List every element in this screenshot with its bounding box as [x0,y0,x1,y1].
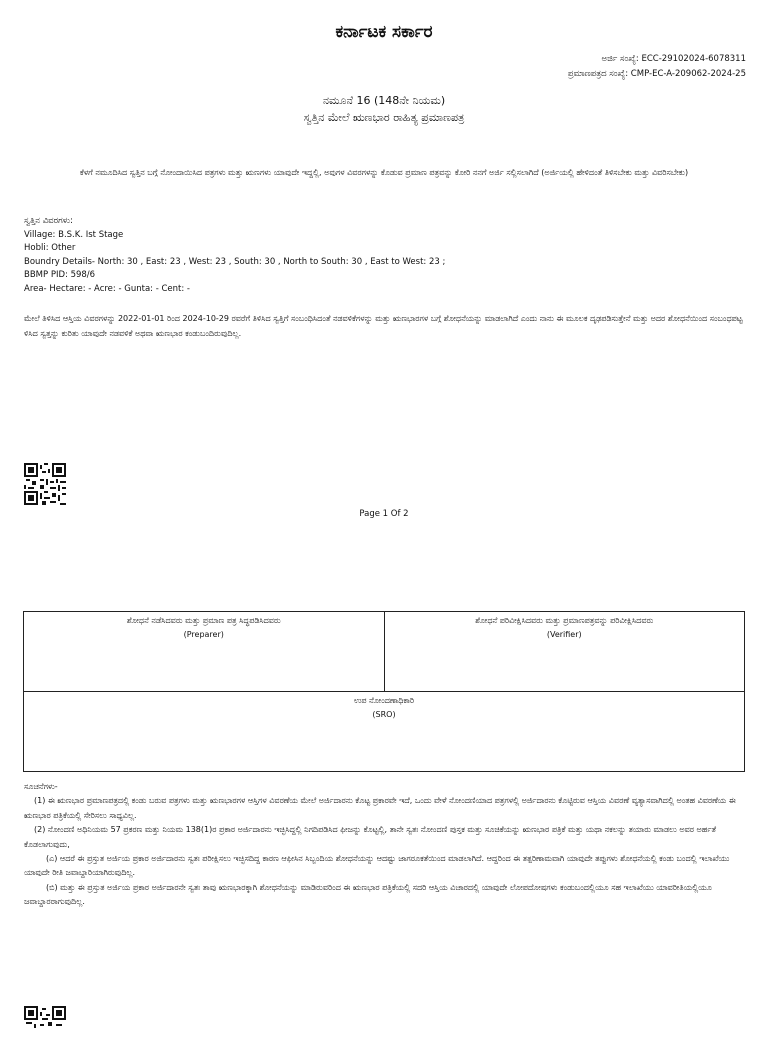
verifier-cell [384,612,745,692]
note-b: (ಬಿ) ಮತ್ತು ಈ ಪ್ರಸ್ತುತ ಅರ್ಜಿಯ ಪ್ರಕಾರ ಅರ್ಜಿದಾರನೇ ಸ್ವತಃ ತಾವು ಋಣಭಾರಕ್ಕಾಗಿ ಶೋಧನೆಯನ್ನು ಮಾಡಿರುವರಿಂದ ಈ ಋಣಭಾರ ಪತ್ರಿಕೆಯಲ್ಲಿ ಸದರಿ ಆಸ್ತಿಯ ವಿಚಾರದಲ್ಲಿ ಯಾವುದೇ ಲೋಪದೋಷಗಳು ಕಂಡುಬಂದಲ್ಲಿಯೂ ಸಹ ಇಲಾಖೆಯು ಯಾವರೀತಿಯಲ್ಲಿಯೂ ಜವಾಬ್ದಾರರಾಗುವುದಿಲ್ಲ. [24,882,712,907]
certificate-number: ಪ್ರಮಾಣಪತ್ರದ ಸಂಖ್ಯೆ: CMP-EC-A-209062-2024-25 [567,69,746,79]
intro-paragraph: ಕೆಳಗೆ ನಮೂದಿಸಿದ ಸ್ವತ್ತಿನ ಬಗ್ಗೆ ನೋಂದಾಯಿಸಿದ ಪತ್ರಗಳು ಮತ್ತು ಋಣಗಳು ಯಾವುದೇ ಇದ್ದಲ್ಲಿ, ಅವುಗಳ ವಿವರಗಳನ್ನು ಕೊಡುವ ಪ್ರಮಾಣ ಪತ್ರವನ್ನು ಕೋರಿ ನನಗೆ ಅರ್ಜಿ ಸಲ್ಲಿಸಲಾಗಿದೆ (ಅರ್ಜಿಯಲ್ಲಿ ಹೇಳಿದಂತೆ ತಿಳಿಸಬೇಕು ಮತ್ತು ವಿವರಿಸಬೇಕು) [79,168,689,177]
notes-section [24,780,744,910]
preparer-label-kn: ಶೋಧನೆ ನಡೆಸಿದವರು ಮತ್ತು ಪ್ರಮಾಣ ಪತ್ರ ಸಿದ್ಧಪಡಿಸಿದವರು [126,616,281,625]
preparer-cell [24,612,385,692]
qr-code-icon [24,463,66,505]
preparer-label-en: (Preparer) [183,630,224,639]
notes-heading: ಸೂಚನೆಗಳು- [24,782,58,791]
application-number: ಅರ್ಜಿ ಸಂಖ್ಯೆ: ECC-29102024-6078311 [601,54,746,64]
note-2: (2) ನೋಂದಣಿ ಅಧಿನಿಯಮ 57 ಪ್ರಕರಣ ಮತ್ತು ನಿಯಮ 138(1)ರ ಪ್ರಕಾರ ಅರ್ಜಿದಾರನು ಇಚ್ಛಿಸಿದ್ದಲ್ಲಿ ನಿಗದಿಪಡಿಸಿದ ಫೀಜನ್ನು ಕೊಟ್ಟಲ್ಲಿ, ತಾನೇ ಸ್ವತಃ ನೋಂದಣಿ ಪುಸ್ತಕ ಮತ್ತು ಸೂಚಿಕೆಯನ್ನು ಋಣಭಾರ ಪತ್ರಿಕೆ ಮತ್ತು ಯಥಾ ನಕಲನ್ನು ತಯಾರು ಮಾಡಲು ಅವರ ಅರ್ಹತೆ ಕೊಡಲಾಗುವುದು, [24,825,717,849]
form-title: ಸ್ವತ್ತಿನ ಮೇಲೆ ಋಣಭಾರ ರಾಹಿತ್ಯ ಪ್ರಮಾಣಪತ್ರ [303,111,465,124]
note-1: (1) ಈ ಋಣಭಾರ ಪ್ರಮಾಣಪತ್ರದಲ್ಲಿ ಕಂಡು ಬರುವ ಪತ್ರಗಳು ಮತ್ತು ಋಣಭಾರಗಳ ಆಸ್ತಿಗಳ ವಿವರಣೆಯ ಮೇಲೆ ಅರ್ಜಿದಾರನು ಕೊಟ್ಟ ಪ್ರಕಾರವೇ ಇದೆ, ಒಂದು ವೇಳೆ ನೋಂದಣಿಯಾದ ಪತ್ರಗಳಲ್ಲಿ ಅರ್ಜಿದಾರನು ಕೊಟ್ಟಿರುವ ಆಸ್ತಿಯ ವಿವರಣೆ ವ್ಯತ್ಯಾಸವಾಗಿದಲ್ಲಿ ಅಂತಹ ವಿವರಣೆಯ ಈ ಋಣಭಾರ ಪತ್ರಿಕೆಯಲ್ಲಿ ಸೇರಿಸಲು ಸಾಧ್ಯವಿಲ್ಲ. [24,796,736,820]
hobli-line: Hobli: Other [24,243,76,254]
sro-label-kn: ಉಪ ನೋಂದಣಾಧಿಕಾರಿ [353,696,415,705]
village-line: Village: B.S.K. Ist Stage [24,229,124,240]
note-a: (ಎ) ಆದರೆ ಈ ಪ್ರಸ್ತುತ ಅರ್ಜಿಯ ಪ್ರಕಾರ ಅರ್ಜಿದಾರನು ಸ್ವತಃ ಪರೀಕ್ಷಿಸಲು ಇಚ್ಛಿಸದಿದ್ದ ಕಾರಣ ಆಫೀಸಿನ ಸಿಬ್ಬಂದಿಯ ಶೋಧನೆಯನ್ನು ಆದಷ್ಟು ಜಾಗರೂಕತೆಯಿಂದ ಮಾಡಲಾಗಿದೆ. ಆದ್ದರಿಂದ ಈ ತತ್ಪರಿಣಾಮವಾಗಿ ಯಾವುದೇ ತಪ್ಪುಗಳು ಶೋಧನೆಯಲ್ಲಿ ಕಂಡು ಬಂದಲ್ಲಿ ಇಲಾಖೆಯು ಯಾವುದೇ ರೀತಿ ಜವಾಬ್ದಾರಿಯಾಗಿರುವುದಿಲ್ಲ. [24,854,730,878]
area-line: Area- Hectare: - Acre: - Gunta: - Cent: - [24,283,191,294]
reference-numbers [568,52,746,82]
sro-cell [24,692,745,772]
sro-label-en: (SRO) [372,710,396,719]
verifier-label-en: (Verifier) [546,630,582,639]
property-details [24,215,624,297]
page-number: Page 1 Of 2 [359,509,409,519]
page-title: ಕರ್ನಾಟಕ ಸರ್ಕಾರ [335,22,433,42]
boundary-line: Boundry Details- North: 30 , East: 23 , West: 23 , South: 30 , North to South: 30 , East to West: 23 ; [24,256,446,267]
form-number: ನಮೂನೆ 16 (148ನೇ ನಿಯಮ) [322,94,446,107]
declaration-paragraph: ಮೇಲೆ ತಿಳಿಸಿದ ಆಸ್ತಿಯ ವಿವರಗಳನ್ನು 2022-01-01 ರಿಂದ 2024-10-29 ರವರೆಗೆ ತಿಳಿಸಿದ ಸ್ವತ್ತಿಗೆ ಸಂಬಂಧಿಸಿದಂತೆ ನಡವಳಿಕೆಗಳನ್ನು ಮತ್ತು ಋಣಭಾರಗಳ ಬಗ್ಗೆ ಶೋಧನೆಯನ್ನು ಮಾಡಲಾಗಿದೆ ಎಂದು ನಾನು ಈ ಮೂಲಕ ದೃಢಪಡಿಸುತ್ತೇನೆ ಮತ್ತು ಅದರ ಶೋಧನೆಯಿಂದ ಸಂಬಂಧಪಟ್ಟ ಳಿಸಿದ ಸ್ವತ್ತನ್ನು ಕುರಿತು ಯಾವುದೇ ನಡವಳಿಕೆ ಅಥವಾ ಋಣಭಾರ ಕಂಡುಬಂದಿರುವುದಿಲ್ಲ. [24,314,743,338]
signature-table [23,611,745,772]
bbmp-pid-line: BBMP PID: 598/6 [24,270,96,281]
qr-code-icon [24,1006,66,1048]
verifier-label-kn: ಶೋಧನೆ ಪರಿವೀಕ್ಷಿಸಿದವರು ಮತ್ತು ಪ್ರಮಾಣಪತ್ರವನ್ನು ಪರಿವೀಕ್ಷಿಸಿದವರು [475,616,654,625]
property-heading: ಸ್ವತ್ತಿನ ವಿವರಗಳು: [24,216,73,226]
